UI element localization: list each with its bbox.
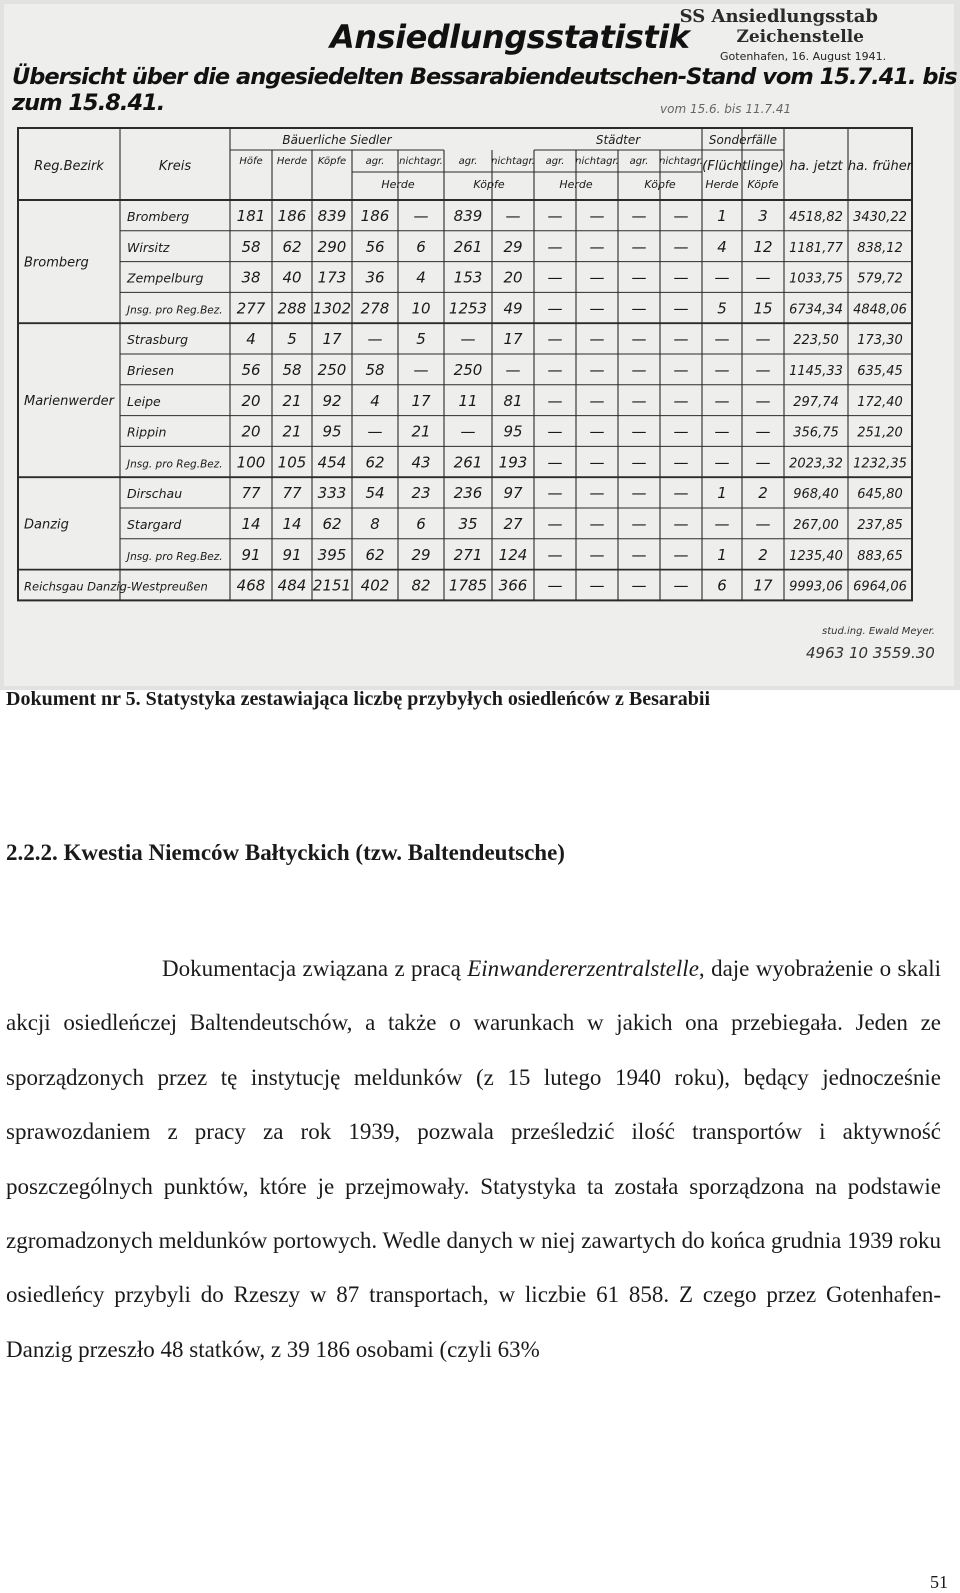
table-cell: — bbox=[631, 268, 647, 287]
table-cell: 77 bbox=[241, 484, 261, 503]
table-cell: 4848,06 bbox=[853, 302, 907, 318]
table-cell: 38 bbox=[241, 268, 261, 287]
paragraph-text-rest: , daje wyobrażenie o skali akcji osiedleńczej Baltendeutschów, a także o warunkach w jakich ona przebiegała. Jeden ze sporządzonych przez tę instytucję meldunków (z 15 lutego 1940 roku), będący jednocześnie sprawozdaniem z pracy za rok 1939, pozwala prześledzić ilość transportów i aktywność poszczególnych punktów, które je przejmowały. Statystyka ta została sporządzona na podstawie zgromadzonych meldunków portowych. Wedle danych w niej zawartych do końca grudnia 1939 roku osiedleńcy przybyli do Rzeszy w 87 transportach, w liczbie 61 858. Z czego przez Gotenhafen-Danzig przeszło 48 statków, z 39 186 osobami (czyli 63% bbox=[6, 956, 941, 1362]
table-cell: 173 bbox=[317, 268, 347, 287]
table-cell: — bbox=[714, 453, 730, 472]
table-cell: 5 bbox=[717, 299, 727, 318]
document-subtitle: Übersicht über die angesiedelten Bessarabiendeutschen-Stand vom 15.7.41. bis zum 15.8.41. bbox=[12, 64, 957, 116]
table-cell: 2 bbox=[758, 484, 768, 503]
table-cell: — bbox=[547, 545, 563, 564]
table-cell: — bbox=[589, 207, 605, 225]
table-cell: 1033,75 bbox=[789, 271, 843, 287]
table-cell: 15 bbox=[753, 299, 773, 318]
table-cell: — bbox=[460, 330, 476, 349]
table-cell: 261 bbox=[453, 237, 483, 256]
table-cell: — bbox=[631, 361, 647, 379]
table-cell: 17 bbox=[503, 330, 523, 349]
grand-total-cell: 6 bbox=[717, 576, 727, 595]
table-cell: 186 bbox=[360, 207, 390, 225]
table-cell: 20 bbox=[241, 391, 261, 410]
column-subheader: Herde bbox=[381, 178, 415, 191]
kreis-label: Rippin bbox=[127, 424, 167, 440]
grand-total-cell: — bbox=[631, 576, 647, 595]
stamp-line-1: SS Ansiedlungsstab bbox=[679, 6, 878, 27]
table-cell: — bbox=[631, 453, 647, 472]
table-cell: 91 bbox=[282, 545, 302, 564]
grand-total-cell: 17 bbox=[753, 576, 773, 595]
table-cell: — bbox=[755, 515, 771, 533]
table-cell: — bbox=[460, 422, 476, 441]
table-cell: 2023,32 bbox=[789, 456, 843, 472]
table-cell: — bbox=[589, 299, 605, 318]
table-cell: — bbox=[547, 422, 563, 441]
table-cell: 173,30 bbox=[857, 333, 903, 349]
table-cell: — bbox=[714, 422, 730, 441]
table-cell: — bbox=[755, 453, 771, 472]
signature: stud.ing. Ewald Meyer. bbox=[822, 626, 935, 637]
kreis-label: Zempelburg bbox=[127, 270, 204, 286]
column-header: nichtagr. bbox=[399, 156, 443, 167]
table-cell: — bbox=[631, 515, 647, 533]
column-header: agr. bbox=[365, 156, 385, 167]
table-cell: — bbox=[547, 207, 563, 225]
table-cell: — bbox=[589, 391, 605, 410]
table-cell: — bbox=[714, 330, 730, 349]
column-subheader: Köpfe bbox=[473, 178, 505, 191]
table-cell: 92 bbox=[322, 391, 342, 410]
table-cell: 838,12 bbox=[857, 240, 903, 256]
archival-document-scan bbox=[0, 0, 960, 690]
table-cell: — bbox=[673, 207, 689, 225]
table-cell: 186 bbox=[277, 207, 307, 225]
table-cell: 14 bbox=[282, 515, 302, 533]
table-cell: 14 bbox=[241, 515, 261, 533]
table-cell: 6 bbox=[416, 237, 426, 256]
table-cell: — bbox=[547, 299, 563, 318]
kreis-label: Jnsg. pro Reg.Bez. bbox=[127, 304, 223, 317]
table-cell: — bbox=[631, 545, 647, 564]
grand-total-cell: 366 bbox=[498, 576, 528, 595]
table-cell: 278 bbox=[360, 299, 390, 318]
table-cell: — bbox=[631, 299, 647, 318]
table-cell: — bbox=[505, 207, 521, 225]
table-cell: — bbox=[673, 330, 689, 349]
table-cell: 10 bbox=[411, 299, 431, 318]
table-cell: — bbox=[413, 207, 429, 225]
table-cell: — bbox=[589, 515, 605, 533]
column-header: Köpfe bbox=[317, 156, 347, 167]
grand-total-cell: 6964,06 bbox=[853, 579, 907, 595]
grand-total-cell: — bbox=[589, 576, 605, 595]
table-cell: 27 bbox=[503, 515, 523, 533]
grand-total-cell: 1785 bbox=[448, 576, 488, 595]
table-cell: 172,40 bbox=[857, 394, 903, 410]
stamp-date: Gotenhafen, 16. August 1941. bbox=[720, 50, 887, 63]
table-cell: — bbox=[589, 453, 605, 472]
column-header: Kreis bbox=[158, 159, 192, 174]
table-cell: 356,75 bbox=[793, 425, 839, 441]
table-cell: 1235,40 bbox=[789, 548, 843, 564]
grand-total-cell: 2151 bbox=[312, 576, 352, 595]
table-cell: 12 bbox=[753, 237, 773, 256]
kreis-label: Briesen bbox=[127, 363, 175, 378]
table-cell: 223,50 bbox=[793, 333, 839, 349]
kreis-label: Wirsitz bbox=[127, 239, 170, 255]
table-cell: — bbox=[755, 268, 771, 287]
group-header: Städter bbox=[595, 133, 641, 147]
table-cell: 81 bbox=[503, 391, 523, 410]
grand-total-cell: — bbox=[547, 576, 563, 595]
table-cell: — bbox=[714, 268, 730, 287]
table-cell: 62 bbox=[322, 515, 342, 533]
table-cell: 839 bbox=[453, 207, 483, 225]
table-cell: — bbox=[589, 422, 605, 441]
table-cell: 839 bbox=[317, 207, 347, 225]
column-header: agr. bbox=[545, 156, 565, 167]
table-cell: 58 bbox=[241, 237, 261, 256]
column-subheader: Köpfe bbox=[747, 178, 779, 191]
statistics-table bbox=[0, 0, 960, 690]
column-subheader: Köpfe bbox=[644, 178, 676, 191]
table-cell: 288 bbox=[277, 299, 307, 318]
grand-total-cell: 9993,06 bbox=[789, 579, 843, 595]
table-cell: 124 bbox=[498, 545, 528, 564]
table-cell: 579,72 bbox=[857, 271, 903, 287]
document-title: Ansiedlungsstatistik bbox=[330, 18, 690, 56]
table-cell: — bbox=[714, 361, 730, 379]
table-cell: 1302 bbox=[312, 299, 352, 318]
table-cell: 21 bbox=[282, 391, 302, 410]
table-cell: 3430,22 bbox=[853, 210, 907, 225]
paragraph-text-start: Dokumentacja związana z pracą bbox=[162, 956, 468, 981]
table-cell: 1253 bbox=[448, 299, 488, 318]
table-cell: — bbox=[755, 361, 771, 379]
table-cell: 1 bbox=[717, 207, 727, 225]
table-cell: 58 bbox=[365, 361, 385, 379]
table-cell: 277 bbox=[236, 299, 266, 318]
table-cell: 237,85 bbox=[857, 518, 903, 533]
column-header: nichtagr. bbox=[659, 156, 703, 167]
table-cell: 4 bbox=[717, 237, 727, 256]
table-cell: — bbox=[631, 207, 647, 225]
kreis-label: Jnsg. pro Reg.Bez. bbox=[127, 458, 223, 471]
table-cell: — bbox=[589, 268, 605, 287]
table-cell: 62 bbox=[282, 237, 302, 256]
table-cell: 635,45 bbox=[857, 364, 903, 379]
table-cell: 95 bbox=[322, 422, 342, 441]
table-cell: — bbox=[714, 391, 730, 410]
table-cell: — bbox=[547, 237, 563, 256]
table-cell: 20 bbox=[503, 268, 523, 287]
table-cell: 1 bbox=[717, 484, 727, 503]
table-cell: 21 bbox=[411, 422, 431, 441]
table-cell: 883,65 bbox=[857, 548, 903, 564]
table-cell: 1145,33 bbox=[789, 364, 843, 379]
kreis-label: Dirschau bbox=[127, 486, 183, 502]
table-cell: — bbox=[755, 422, 771, 441]
table-cell: 250 bbox=[453, 361, 483, 379]
grand-total-cell: 402 bbox=[360, 576, 390, 595]
column-header: agr. bbox=[458, 156, 478, 167]
table-cell: 1181,77 bbox=[789, 240, 843, 256]
table-cell: 6734,34 bbox=[789, 302, 843, 318]
table-cell: 153 bbox=[453, 268, 483, 287]
table-cell: — bbox=[755, 330, 771, 349]
table-cell: 36 bbox=[365, 268, 385, 287]
table-cell: 62 bbox=[365, 453, 385, 472]
table-cell: 968,40 bbox=[793, 487, 839, 503]
table-cell: 193 bbox=[498, 453, 528, 472]
column-subheader: Herde bbox=[705, 178, 739, 191]
table-cell: 395 bbox=[317, 545, 347, 564]
table-cell: 251,20 bbox=[857, 425, 903, 441]
column-header: nichtagr. bbox=[491, 156, 535, 167]
column-header: (Flüchtlinge) bbox=[702, 159, 784, 174]
table-cell: — bbox=[589, 361, 605, 379]
table-cell: — bbox=[673, 422, 689, 441]
table-cell: 35 bbox=[458, 515, 478, 533]
table-cell: — bbox=[413, 361, 429, 379]
table-cell: 54 bbox=[365, 484, 385, 503]
table-cell: 236 bbox=[453, 484, 483, 503]
section-heading: 2.2.2. Kwestia Niemców Bałtyckich (tzw. Baltendeutsche) bbox=[6, 840, 565, 865]
grand-total-label: Reichsgau Danzig-Westpreußen bbox=[24, 579, 208, 594]
table-cell: — bbox=[714, 515, 730, 533]
table-cell: — bbox=[673, 299, 689, 318]
table-cell: 6 bbox=[416, 515, 426, 533]
table-cell: 77 bbox=[282, 484, 302, 503]
region-label: Danzig bbox=[24, 517, 69, 533]
kreis-label: Leipe bbox=[127, 393, 161, 409]
group-header: Sonderfälle bbox=[708, 133, 778, 147]
table-cell: 17 bbox=[411, 391, 431, 410]
table-cell: 2 bbox=[758, 545, 768, 564]
table-cell: — bbox=[755, 391, 771, 410]
table-cell: — bbox=[631, 237, 647, 256]
table-cell: — bbox=[673, 515, 689, 533]
table-cell: — bbox=[673, 484, 689, 503]
table-cell: 29 bbox=[503, 237, 523, 256]
kreis-label: Jnsg. pro Reg.Bez. bbox=[127, 550, 223, 563]
grand-total-cell: 484 bbox=[277, 576, 307, 595]
table-cell: — bbox=[589, 545, 605, 564]
column-header: nichtagr. bbox=[575, 156, 619, 167]
table-cell: — bbox=[589, 484, 605, 503]
table-cell: — bbox=[547, 484, 563, 503]
table-cell: 261 bbox=[453, 453, 483, 472]
table-cell: — bbox=[367, 422, 383, 441]
column-header: ha. jetzt bbox=[789, 159, 843, 174]
column-header: Reg.Bezirk bbox=[34, 159, 104, 174]
column-header: Höfe bbox=[239, 156, 263, 167]
table-cell: 95 bbox=[503, 422, 523, 441]
grand-total-cell: — bbox=[673, 576, 689, 595]
table-cell: 333 bbox=[317, 484, 347, 503]
table-cell: — bbox=[547, 515, 563, 533]
column-subheader: Herde bbox=[559, 178, 593, 191]
table-cell: 21 bbox=[282, 422, 302, 441]
column-header: ha. früher bbox=[847, 159, 913, 174]
figure-caption: Dokument nr 5. Statystyka zestawiająca liczbę przybyłych osiedleńców z Besarabii bbox=[6, 688, 711, 710]
table-cell: — bbox=[673, 453, 689, 472]
table-cell: 17 bbox=[322, 330, 342, 349]
table-cell: 62 bbox=[365, 545, 385, 564]
grand-total-cell: 468 bbox=[236, 576, 266, 595]
region-label: Marienwerder bbox=[24, 394, 114, 410]
kreis-label: Strasburg bbox=[127, 332, 189, 348]
table-cell: 23 bbox=[411, 484, 431, 503]
table-cell: — bbox=[589, 237, 605, 256]
kreis-label: Bromberg bbox=[127, 209, 190, 224]
table-cell: 645,80 bbox=[857, 487, 903, 503]
table-cell: — bbox=[631, 330, 647, 349]
table-cell: 290 bbox=[317, 237, 347, 256]
region-label: Bromberg bbox=[24, 255, 89, 271]
kreis-label: Stargard bbox=[127, 517, 182, 532]
table-cell: 105 bbox=[277, 453, 307, 472]
table-cell: 267,00 bbox=[793, 518, 839, 533]
table-cell: 4 bbox=[246, 330, 256, 349]
table-cell: 297,74 bbox=[793, 394, 839, 410]
table-cell: 181 bbox=[236, 207, 266, 225]
table-cell: — bbox=[631, 422, 647, 441]
table-cell: 56 bbox=[365, 237, 385, 256]
table-cell: 29 bbox=[411, 545, 431, 564]
table-cell: — bbox=[547, 330, 563, 349]
group-header: Bäuerliche Siedler bbox=[282, 133, 392, 147]
column-header: agr. bbox=[629, 156, 649, 167]
table-cell: — bbox=[547, 361, 563, 379]
table-cell: — bbox=[547, 268, 563, 287]
table-cell: 100 bbox=[236, 453, 266, 472]
table-cell: 4 bbox=[416, 268, 426, 287]
margin-note: vom 15.6. bis 11.7.41 bbox=[660, 102, 792, 116]
table-cell: 91 bbox=[241, 545, 261, 564]
paragraph-italic-term: Einwandererzentralstelle bbox=[467, 956, 699, 981]
table-cell: 5 bbox=[287, 330, 297, 349]
table-cell: 49 bbox=[503, 299, 523, 318]
table-cell: — bbox=[673, 545, 689, 564]
table-cell: 43 bbox=[411, 453, 431, 472]
table-cell: — bbox=[673, 391, 689, 410]
table-cell: 271 bbox=[453, 545, 483, 564]
table-cell: 5 bbox=[416, 330, 426, 349]
table-cell: 56 bbox=[241, 361, 261, 379]
table-cell: 3 bbox=[758, 207, 768, 225]
table-cell: — bbox=[673, 237, 689, 256]
table-cell: 250 bbox=[317, 361, 347, 379]
table-cell: — bbox=[631, 484, 647, 503]
grand-total-cell: 82 bbox=[411, 576, 431, 595]
table-cell: 4 bbox=[370, 391, 380, 410]
table-cell: — bbox=[547, 391, 563, 410]
table-cell: — bbox=[631, 391, 647, 410]
table-cell: — bbox=[673, 361, 689, 379]
table-cell: — bbox=[547, 453, 563, 472]
table-cell: — bbox=[367, 330, 383, 349]
table-cell: 1 bbox=[717, 545, 727, 564]
table-cell: — bbox=[673, 268, 689, 287]
table-cell: 40 bbox=[282, 268, 302, 287]
table-cell: 4518,82 bbox=[789, 210, 843, 225]
stamp-line-2: Zeichenstelle bbox=[736, 27, 864, 47]
table-cell: 1232,35 bbox=[853, 456, 907, 472]
table-cell: — bbox=[589, 330, 605, 349]
table-cell: 454 bbox=[317, 453, 347, 472]
table-cell: 97 bbox=[503, 484, 523, 503]
column-header: Herde bbox=[276, 156, 308, 167]
table-cell: 20 bbox=[241, 422, 261, 441]
table-cell: 11 bbox=[458, 391, 478, 410]
table-cell: — bbox=[505, 361, 521, 379]
archive-signum: 4963 10 3559.30 bbox=[806, 644, 935, 662]
page-number: 51 bbox=[930, 1572, 948, 1592]
table-cell: 8 bbox=[370, 515, 380, 533]
table-cell: 58 bbox=[282, 361, 302, 379]
body-paragraph bbox=[6, 942, 941, 1377]
